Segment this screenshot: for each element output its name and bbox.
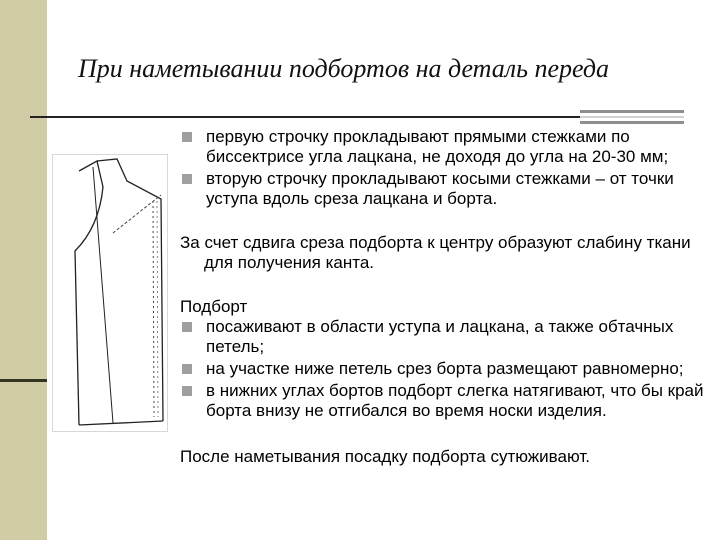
square-bullet-icon [182,364,192,374]
list-item: первую строчку прокладывают прямыми стежками по биссектрисе угла лацкана, не доходя до угла на 20-30 мм; [180,127,705,167]
square-bullet-icon [182,174,192,184]
podbort-heading: Подборт [180,297,248,316]
top-bullet-list [180,127,705,209]
shift-paragraph: За счет сдвига среза подборта к центру образуют слабину ткани для получения канта. [180,233,691,272]
list-item: посаживают в области уступа и лацкана, а также обтачных петель; [180,317,705,357]
side-decor-rule [0,379,47,382]
closing-paragraph: После наметывания посадку подборта сутюживают. [180,447,590,466]
title-accent-bars [580,110,684,124]
slide-content [180,127,705,467]
list-item: в нижних углах бортов подборт слегка натягивают, что бы край борта внизу не отгибался во время носки изделия. [180,381,705,421]
podbort-bullet-list [180,317,705,421]
slide-title: При наметывании подбортов на деталь переда [78,54,610,83]
square-bullet-icon [182,132,192,142]
list-item: вторую строчку прокладывают косыми стежками – от точки уступа вдоль среза лацкана и борта. [180,169,705,209]
square-bullet-icon [182,322,192,332]
side-decor-band [0,0,47,540]
list-item: на участке ниже петель срез борта размещают равномерно; [180,359,705,379]
garment-front-pattern-figure [52,154,168,432]
garment-front-pattern-icon [53,155,167,431]
square-bullet-icon [182,386,192,396]
